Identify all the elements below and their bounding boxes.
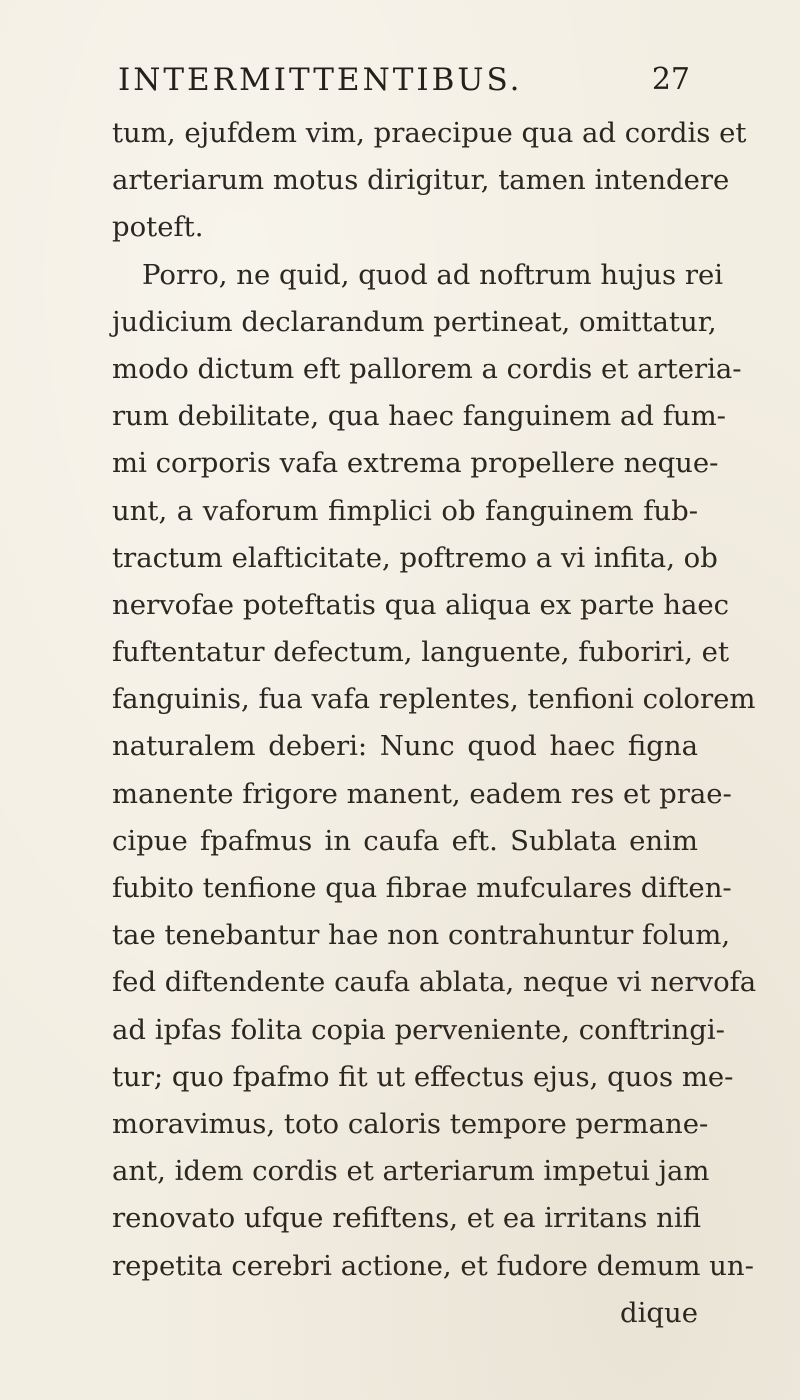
text-line: cipue fpafmus in caufa eft. Sublata enim <box>112 824 698 857</box>
text-line: renovato ufque refiftens, et ea irritans nifi <box>112 1202 701 1235</box>
text-line: ad ipfas folita copia perveniente, conftringi- <box>112 1013 725 1046</box>
text-line: fanguinis, fua vafa replentes, tenfioni colorem <box>112 683 756 716</box>
text-line: unt, a vaforum fimplici ob fanguinem fub- <box>112 494 698 527</box>
page-number: 27 <box>651 62 690 97</box>
text-line: tur; quo fpafmo fit ut effectus ejus, quos me- <box>112 1060 734 1093</box>
text-line: arteriarum motus dirigitur, tamen intendere <box>112 164 730 197</box>
text-line: ant, idem cordis et arteriarum impetui jam <box>112 1155 710 1188</box>
text-line: modo dictum eft pallorem a cordis et arteria- <box>112 352 742 385</box>
text-line: fed diftendente caufa ablata, neque vi nervofa <box>112 966 757 999</box>
text-line: fuftentatur defectum, languente, fuboriri, et <box>112 636 730 669</box>
text-line: repetita cerebri actione, et fudore demum un- <box>112 1249 754 1282</box>
text-line: rum debilitate, qua haec fanguinem ad fum- <box>112 400 726 433</box>
text-line: nervofae poteftatis qua aliqua ex parte haec <box>112 588 730 621</box>
catchword: dique <box>620 1296 698 1329</box>
text-line: tum, ejufdem vim, praecipue qua ad cordis et <box>112 117 747 149</box>
text-line: mi corporis vafa extrema propellere neque- <box>112 447 719 480</box>
text-line: naturalem deberi: Nunc quod haec figna <box>112 730 698 763</box>
body-text <box>112 110 757 1337</box>
text-line: tractum elafticitate, poftremo a vi infita, ob <box>112 541 718 574</box>
paragraph-first-line: Porro, ne quid, quod ad noftrum hujus rei <box>142 258 724 291</box>
text-line: judicium declarandum pertineat, omittatur, <box>112 305 717 338</box>
running-head <box>110 62 690 102</box>
running-head-title: INTERMITTENTIBUS. <box>118 62 523 98</box>
text-line: fubito tenfione qua fibrae mufculares diften- <box>112 872 732 904</box>
text-line: tae tenebantur hae non contrahuntur folum, <box>112 919 731 952</box>
text-line: poteft. <box>112 211 204 244</box>
text-line: moravimus, toto caloris tempore permane- <box>112 1107 709 1140</box>
text-line: manente frigore manent, eadem res et prae- <box>112 777 732 810</box>
